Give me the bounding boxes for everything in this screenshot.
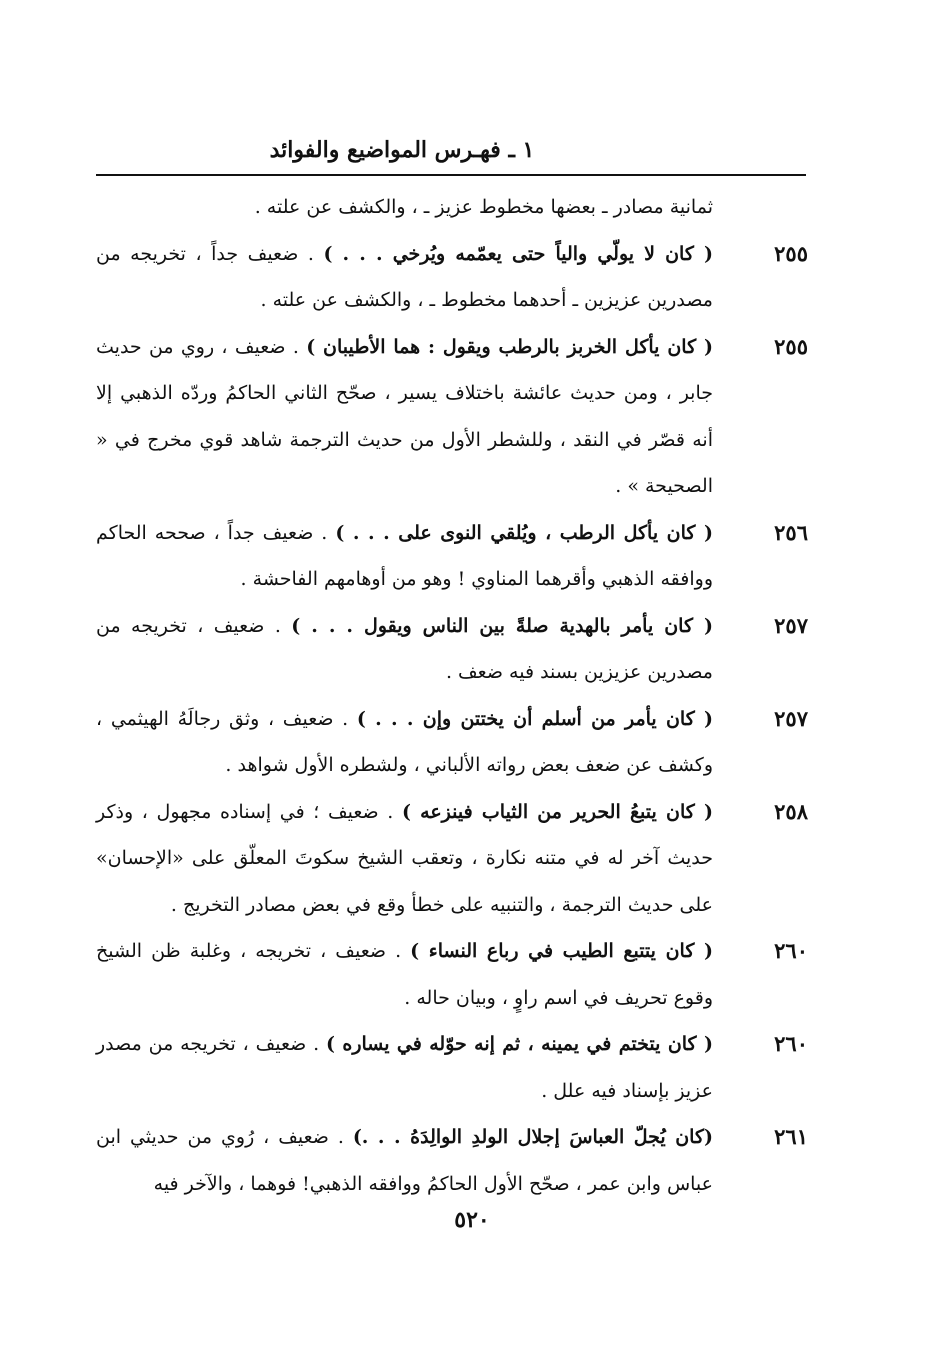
entry-text: ثمانية مصادر ـ بعضها مخطوط عزيز ـ ، والكشف عن علته . [254,196,713,218]
entry-text: . ضعيف جداً ، تخريجه من مصدرين عزيزين ـ أحدهما مخطوط ـ ، والكشف عن علته . [96,242,713,311]
entry-page-number: ٢٦٠ [774,1031,808,1056]
entry-text: . ضعيف ، رُوي من حديثي ابن عباس وابن عمر ، صحّح الأول الحاكمُ ووافقه الذهبي! فوهما ، والآخر فيه [96,1126,713,1195]
index-entry [96,928,808,1021]
entry-text: . ضعيف ، تخريجه من مصدرين عزيزين بسند فيه ضعف . [96,614,713,683]
entry-text: . ضعيف ، تخريجه ، وغلبة ظن الشيخ وقوع تحريف في اسم راوٍ ، وبيان حاله . [96,940,713,1009]
hadith-text: ( كان لا يولّي والياً حتى يعمّمه ويُرخي . . . ) [323,242,713,265]
entry-text: . ضعيف ، روي من حديث جابر ، ومن حديث عائشة باختلاف يسير ، صحّح الثاني الحاكمُ وردّه الذهبي إلا أنه قصّر في النقد ، وللشطر الأول من حديث الترجمة شاهد قوي مخرج في « الصحيحة » . [96,335,713,497]
entry-page-number: ٢٥٧ [774,612,808,638]
entry-text: . ضعيف جداً ، صححه الحاكم ووافقه الذهبي وأقرهما المناوي ! وهو من أوهامهم الفاحشة . [96,521,713,590]
entry-page-number: ٢٥٨ [774,798,808,824]
hadith-text: ( كان يتتبع الطيب في رباع النساء ) [410,940,713,962]
hadith-text: ( كان يأمر بالهدية صلةً بين الناس ويقول . . . ) [291,614,713,637]
index-entry [96,231,808,324]
index-entries [96,184,808,1207]
entry-page-number: ٢٥٦ [774,519,808,545]
index-entry [96,510,808,603]
entry-page-number: ٢٥٧ [774,705,808,731]
index-entry [96,1114,808,1207]
index-entry [96,696,808,789]
index-entry [96,603,808,696]
hadith-text: ( كان يتبعُ الحرير من الثياب فينزعه ) [401,800,713,823]
entry-text: . ضعيف ، وثق رجالَهُ الهيثمي ، وكشف عن ضعف بعض رواته الألباني ، ولشطره الأول شواهد . [96,707,713,776]
entry-text: . ضعيف ؛ في إسناده مجهول ، وذكر حديث آخر له في متنه نكارة ، وتعقب الشيخ سكوتَ المعلّق على «الإحسان» على حديث الترجمة ، والتنبيه على خطأ وقع في بعض مصادر التخريج . [96,800,713,916]
index-entry [96,789,808,929]
entry-text: . ضعيف ، تخريجه من مصدر عزيز بإسناد فيه علل . [96,1033,713,1102]
hadith-text: ( كان يأكل الرطب ، ويُلقي النوى على . . . ) [335,521,713,544]
header-divider [96,174,806,176]
entry-page-number: ٢٦٠ [774,938,808,963]
index-entry [96,184,808,231]
entry-page-number: ٢٥٥ [774,240,808,266]
index-entry [96,324,808,510]
index-entry [96,1021,808,1114]
page-header-title: ١ ـ فهـرس المواضيع والفوائد [269,137,535,163]
hadith-text: ( كان يأمر من أسلم أن يختتن وإن . . . ) [356,707,713,730]
entry-page-number: ٢٥٥ [774,333,808,359]
hadith-text: (كان يُجلّ العباسَ إجلال الولدِ الوالِدَهُ . . .) [352,1126,713,1148]
entry-page-number: ٢٦١ [774,1124,808,1149]
hadith-text: ( كان يتختم في يمينه ، ثم إنه حوّله في يساره ) [325,1033,713,1055]
page-number: ٥٢٠ [454,1207,490,1233]
hadith-text: ( كان يأكل الخربز بالرطب ويقول : هما الأطيبان ) [306,335,713,358]
